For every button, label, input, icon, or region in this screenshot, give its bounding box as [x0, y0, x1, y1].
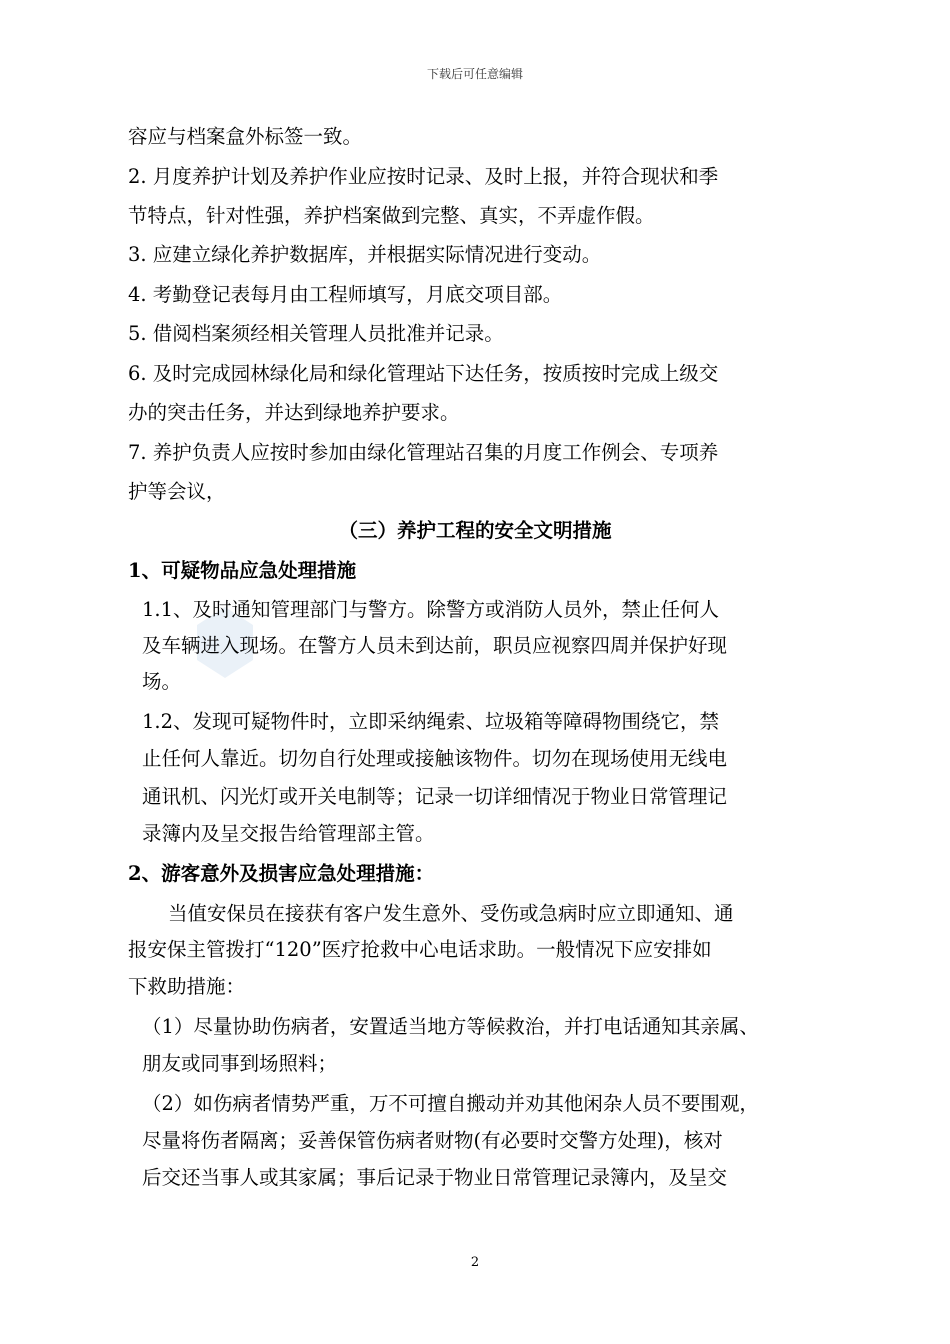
text-line: 当值安保员在接获有客户发生意外、受伤或急病时应立即通知、通 — [168, 902, 734, 925]
text-line: 通讯机、闪光灯或开关电制等；记录一切详细情况于物业日常管理记 — [142, 785, 728, 808]
text-line: （1）尽量协助伤病者，安置适当地方等候救治，并打电话通知其亲属、 — [142, 1015, 759, 1038]
text-line: 3. 应建立绿化养护数据库，并根据实际情况进行变动。 — [128, 243, 602, 266]
text-line: 办的突击任务，并达到绿地养护要求。 — [128, 401, 460, 424]
text-line: 6. 及时完成园林绿化局和绿化管理站下达任务，按质按时完成上级交 — [128, 362, 719, 385]
subsection-heading: 2、游客意外及损害应急处理措施： — [128, 862, 435, 885]
text-line: 尽量将伤者隔离；妥善保管伤病者财物(有必要时交警方处理)，核对 — [142, 1129, 723, 1152]
text-line: 1.2、发现可疑物件时，立即采纳绳索、垃圾箱等障碍物围绕它，禁 — [142, 710, 720, 733]
text-line: 朋友或同事到场照料； — [142, 1052, 338, 1075]
text-line: 后交还当事人或其家属；事后记录于物业日常管理记录簿内，及呈交 — [142, 1166, 728, 1189]
text-line: 录簿内及呈交报告给管理部主管。 — [142, 822, 435, 845]
text-line: 报安保主管拨打“120”医疗抢救中心电话求助。一般情况下应安排如 — [128, 938, 712, 961]
text-line: 护等会议， — [128, 480, 226, 503]
page-number: 2 — [470, 1255, 480, 1270]
text-line: （2）如伤病者情势严重，万不可擅自搬动并劝其他闲杂人员不要围观， — [142, 1092, 759, 1115]
text-line: 节特点，针对性强，养护档案做到完整、真实，不弄虚作假。 — [128, 204, 655, 227]
text-line: 5. 借阅档案须经相关管理人员批准并记录。 — [128, 322, 504, 345]
page-header: 下载后可任意编辑 — [426, 67, 523, 81]
text-line: 4. 考勤登记表每月由工程师填写，月底交项目部。 — [128, 283, 563, 306]
section-title: （三）养护工程的安全文明措施 — [338, 519, 612, 542]
text-line: 1.1、及时通知管理部门与警方。除警方或消防人员外，禁止任何人 — [142, 598, 720, 621]
text-line: 7. 养护负责人应按时参加由绿化管理站召集的月度工作例会、专项养 — [128, 441, 719, 464]
text-line: 及车辆进入现场。在警方人员未到达前，职员应视察四周并保护好现 — [142, 634, 728, 657]
text-line: 下救助措施： — [128, 975, 246, 998]
text-line: 容应与档案盒外标签一致。 — [128, 125, 363, 148]
text-line: 止任何人靠近。切勿自行处理或接触该物件。切勿在现场使用无线电 — [142, 747, 728, 770]
text-line: 2. 月度养护计划及养护作业应按时记录、及时上报，并符合现状和季 — [128, 165, 719, 188]
text-line: 场。 — [142, 670, 182, 693]
subsection-heading: 1、可疑物品应急处理措施 — [128, 559, 357, 582]
